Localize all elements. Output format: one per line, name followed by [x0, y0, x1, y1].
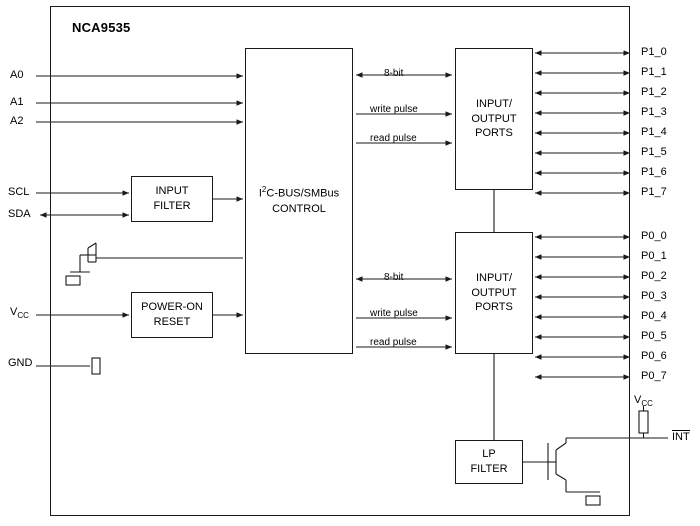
pin-label-int: INT [672, 431, 690, 443]
pin-label-p0-0: P0_0 [641, 230, 667, 242]
block-power-on-reset-line1: POWER-ON [141, 301, 203, 314]
pin-label-p0-1: P0_1 [641, 250, 667, 262]
pin-label-p1-0: P1_0 [641, 46, 667, 58]
block-lp-filter-line1: LP [482, 448, 496, 461]
pin-label-p0-4: P0_4 [641, 310, 667, 322]
bus-label-p0-read-pulse: read pulse [370, 337, 417, 348]
pin-label-vcc: $V_{CC}$ [10, 306, 29, 321]
block-io-p1-line2: OUTPUT [471, 112, 517, 125]
block-power-on-reset [131, 292, 213, 338]
label-vcc-pullup: $V_{CC}$ [634, 394, 653, 409]
block-io-ports-port0 [455, 232, 533, 354]
block-power-on-reset-line2: RESET [153, 316, 191, 328]
block-lp-filter-line2: FILTER [470, 463, 508, 475]
pin-label-p0-7: P0_7 [641, 370, 667, 382]
pin-label-p1-7: P1_7 [641, 186, 667, 198]
pin-label-a0: A0 [10, 69, 24, 81]
pin-label-p0-3: P0_3 [641, 290, 667, 302]
bus-label-p1-write-pulse: write pulse [370, 104, 418, 115]
pin-label-p1-4: P1_4 [641, 126, 667, 138]
pin-label-p1-3: P1_3 [641, 106, 667, 118]
block-io-p0-line2: OUTPUT [471, 286, 517, 299]
bus-label-p0-8bit: 8-bit [381, 272, 406, 283]
block-io-p0-line1: INPUT/ [475, 271, 513, 284]
block-io-p1-line1: INPUT/ [475, 97, 513, 110]
block-i2c-label-line1: $I^2C-BUS$/SMBus [258, 185, 340, 200]
page-title: NCA9535 [72, 20, 131, 35]
pin-label-p0-6: P0_6 [641, 350, 667, 362]
block-io-ports-port1 [455, 48, 533, 190]
pin-label-p0-5: P0_5 [641, 330, 667, 342]
block-i2c-smbus-control [245, 48, 353, 354]
block-input-filter-line1: INPUT [155, 185, 189, 198]
block-io-p1-line3: PORTS [475, 127, 513, 140]
pin-label-a1: A1 [10, 96, 24, 108]
pin-label-p1-5: P1_5 [641, 146, 667, 158]
bus-label-p1-read-pulse: read pulse [370, 133, 417, 144]
pin-label-scl: SCL [8, 186, 30, 198]
pin-label-sda: SDA [8, 208, 31, 220]
pin-label-p1-1: P1_1 [641, 66, 667, 78]
pin-label-a2: A2 [10, 115, 24, 127]
block-input-filter [131, 176, 213, 222]
block-i2c-label-line2: CONTROL [272, 202, 326, 215]
block-io-p0-line3: PORTS [475, 301, 513, 314]
block-input-filter-line2: FILTER [153, 200, 191, 212]
pin-label-p1-6: P1_6 [641, 166, 667, 178]
block-lp-filter [455, 440, 523, 484]
pin-label-p0-2: P0_2 [641, 270, 667, 282]
pin-label-gnd: GND [8, 357, 33, 369]
pin-label-p1-2: P1_2 [641, 86, 667, 98]
bus-label-p1-8bit: 8-bit [381, 68, 406, 79]
bus-label-p0-write-pulse: write pulse [370, 308, 418, 319]
